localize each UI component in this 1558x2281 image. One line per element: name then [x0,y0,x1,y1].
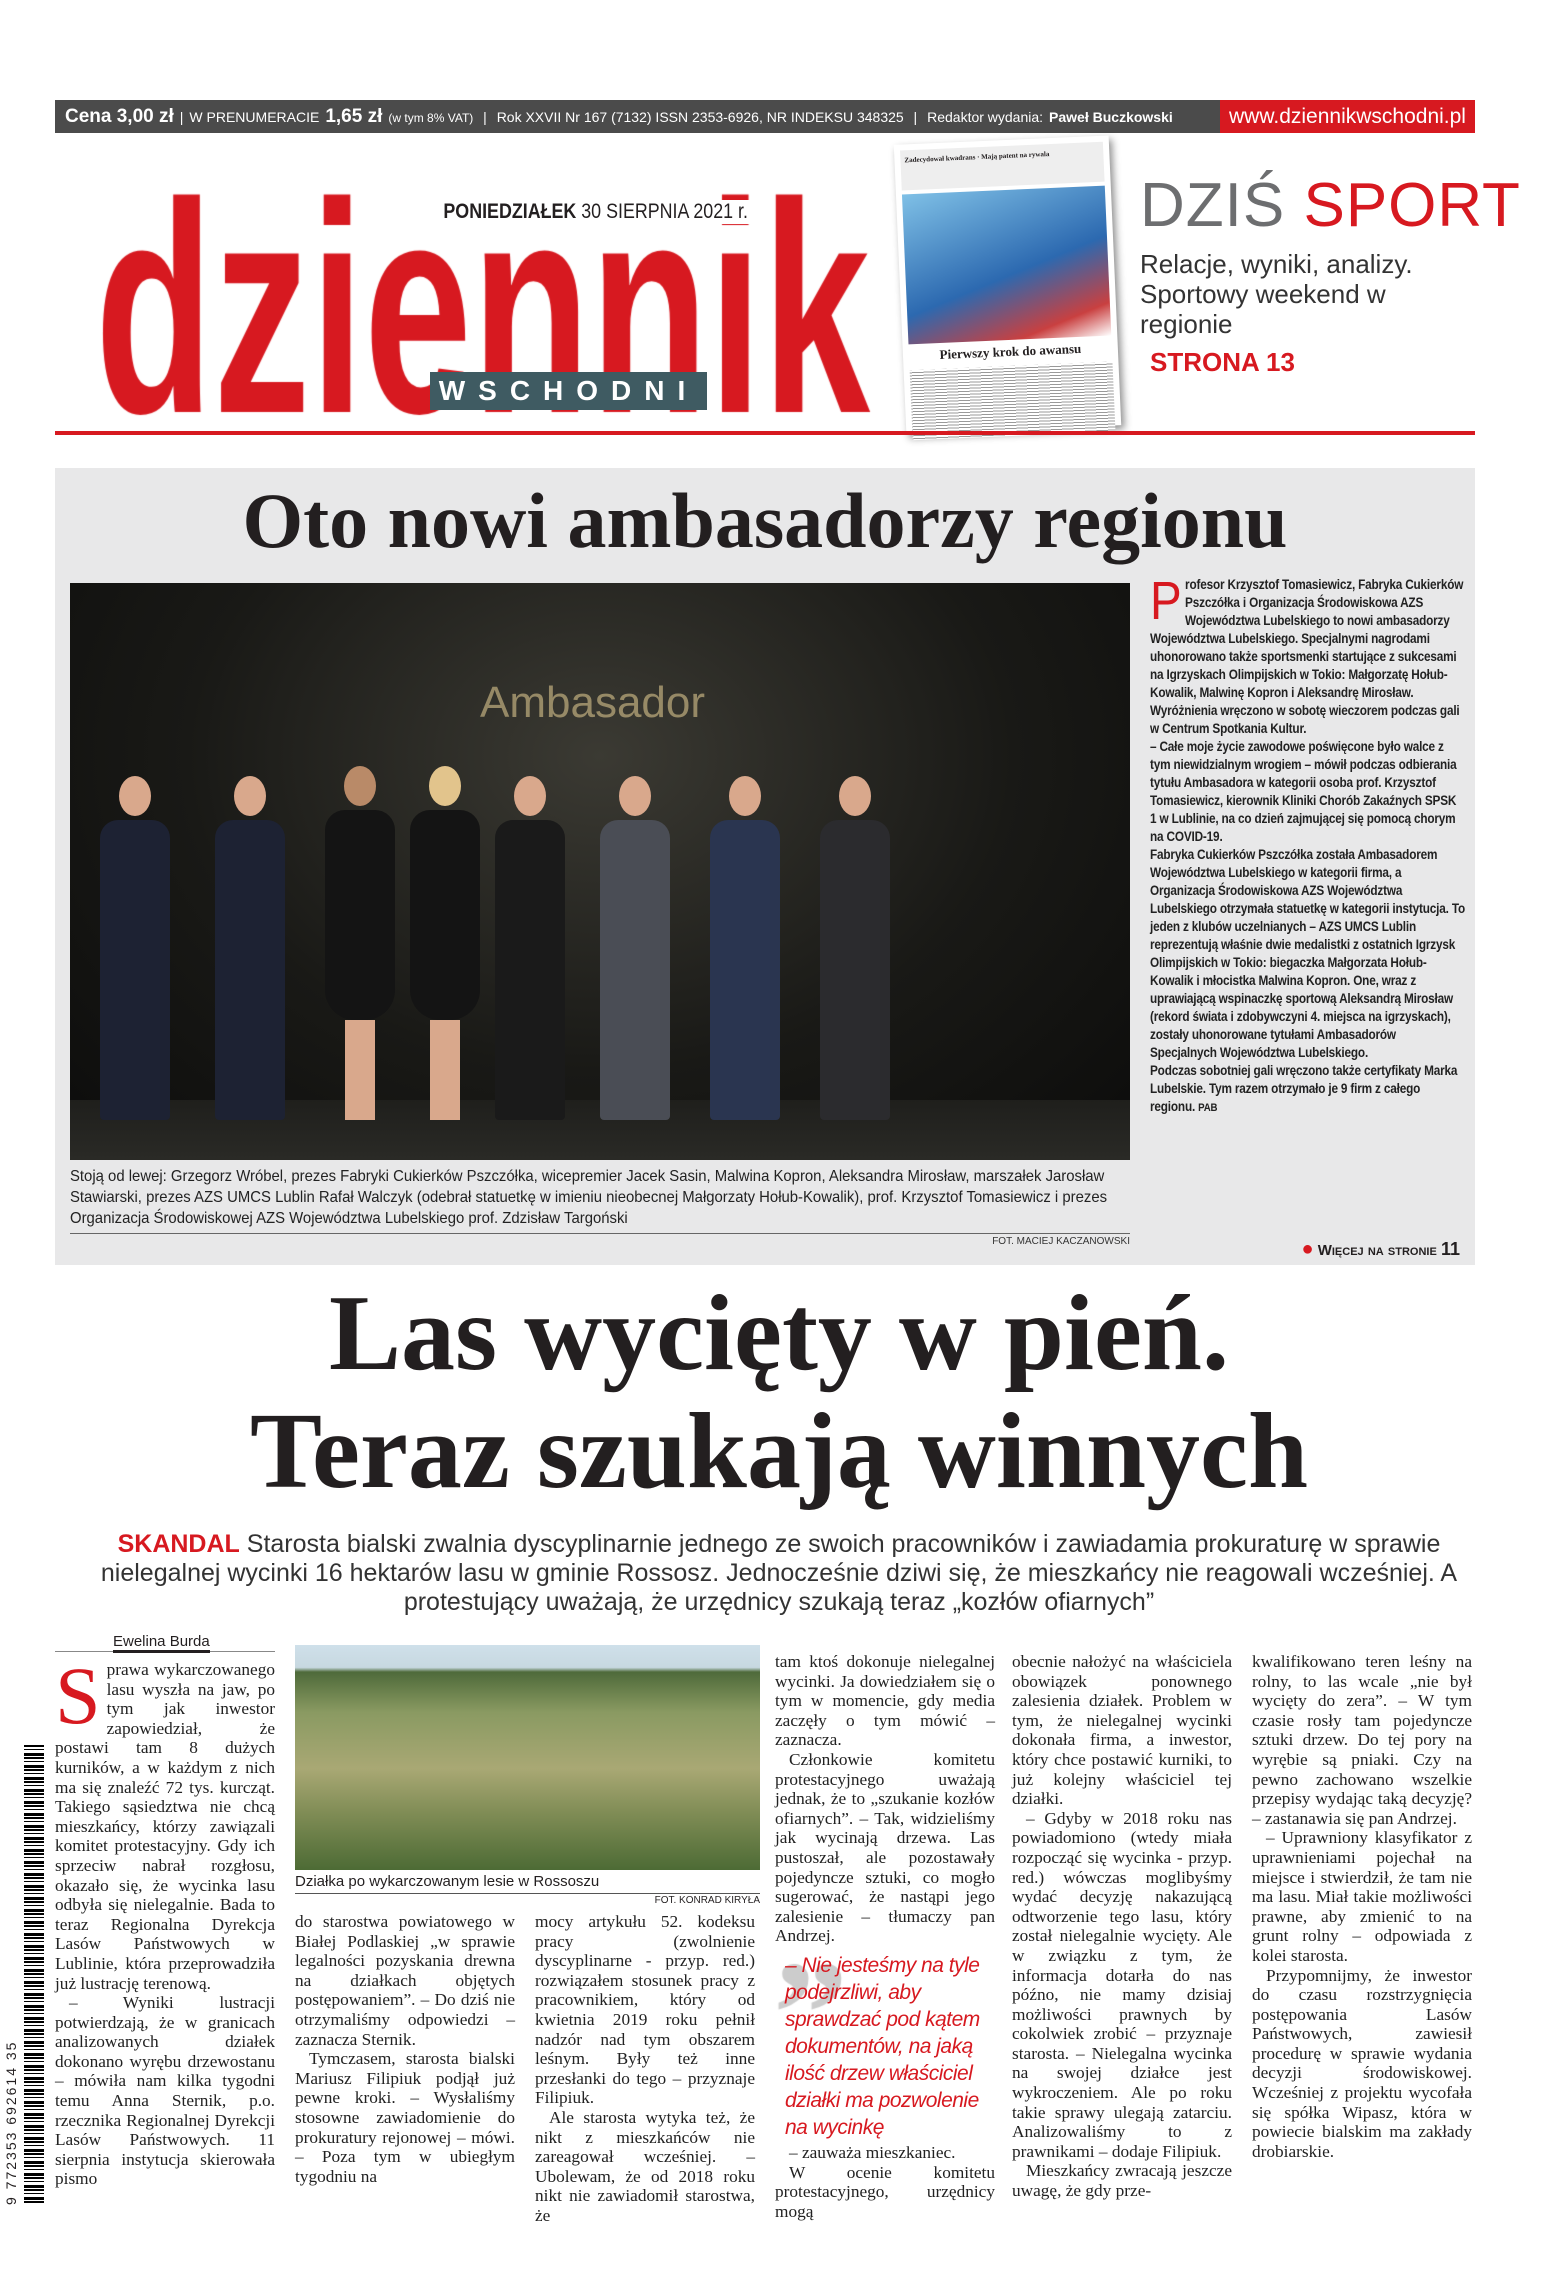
author-signature: PAB [1198,1102,1218,1114]
article-column-1 [55,1650,275,2189]
byline [55,1632,275,1652]
top-info-bar: Cena 3,00 zł | W PRENUMERACIE 1,65 zł (w tym 8% VAT) | Rok XXVII Nr 167 (7132) ISSN 2353-6926, NR INDEKSU 348325 | Redaktor wydania: Paweł Buczkowski www.dziennikwschodni.pl [55,100,1475,133]
headline-line-1: Las wycięty w pień. [329,1274,1229,1393]
article-paragraph: prawa wykarczowanego lasu wyszła na jaw, po tym jak inwestor zapowiedział, że postawi tam 8 dużych kurników, a w każdym z nich ma się znaleźć 72 tys. kurcząt. Takiego sąsiedztwa nie chcą mieszkańcy, którzy zawiązali komitet protestacyjny. Gdy ich sprzeciw nabrał rozgłosu, okazało się, że wycinka lasu odbyła się nielegalnie. Bada to teraz Regionalna Dyrekcja Lasów Państwowych w Lublinie, która przeprowadziła już lustrację terenową. [55,1660,275,1993]
article-column-5 [1012,1652,1232,2201]
forest-photo-credit: FOT. KONRAD KIRYŁA [654,1895,760,1906]
article-paragraph: – Wyniki lustracji potwierdzają, że w granicach analizowanych działek dokonano wyrębu drzewostanu – mówiła nam kilka tygodni temu Anna Sternik, p.o. rzecznika Regionalnej Dyrekcji Lasów Państwowych. 11 sierpnia instytucja skierowała pismo [55,1993,275,2189]
more-page: 11 [1440,1239,1460,1259]
article-paragraph: obecnie nałożyć na właściciela obowiązek ponownego zalesienia działek. Problem w tym, że nielegalnej wycinki dokonała firma, a inwestor, który chce postawić kurniki, to już kolejny właściciel tej działki. [1012,1652,1232,1809]
thumb-story-2: Mają patent na rywala [981,150,1050,162]
barcode [24,1745,44,2205]
body-paragraph: Fabryka Cukierków Pszczółka została Ambasadorem Województwa Lubelskiego w kategorii firma, a Organizacja Środowiskowa AZS Województwa Lubelskiego otrzymała statuetkę w kategorii instytucja. To jeden z klubów uczelnianych – AZS UMCS Lublin reprezentują właśnie dwie medalistki z ostatnich Igrzysk Olimpijskich w Tokio: biegaczka Małgorzata Hołub-Kowalik i młocistka Malwina Kopron. One, wraz z uprawiającą wspinaczkę sportową Aleksandrą Mirosław (rekord świata i zdobywczyni 4. miejsca na igrzyskach), zostały uhonorowane tytułami Ambasadorów Specjalnych Województwa Lubelskiego. [1150,847,1466,1060]
ambassadors-headline: Oto nowi ambasadorzy regionu [242,477,1288,564]
thumb-story-1: Zadecydował kwadrans [904,153,976,165]
title-today: DZIŚ [1140,171,1286,240]
drop-cap: S [55,1650,101,1741]
article-paragraph: Ale starosta wytyka też, że nikt z mieszkańców nie zareagował wcześniej. – Ubolewam, że od 2018 roku nikt nie zawiadomił starostwa, że [535,2107,755,2225]
ambassadors-body [1150,571,1466,1117]
thumb-photo [902,186,1111,345]
continued-link[interactable] [1301,1238,1460,1261]
body-paragraph [1150,1062,1465,1117]
body-paragraph: – Całe moje życie zawodowe poświęcone było walce z tym niewidzialnym wrogiem – mówił podczas odbierania tytułu Ambasadora w kategorii osoba prof. Krzysztof Tomasiewicz, kierownik Kliniki Chorób Zakaźnych SPSK 1 w Lublinie, na co dzień zajmującej się pomocą chorym na COVID-19. [1150,739,1457,844]
drop-cap: P [1150,571,1182,631]
person-figure [325,766,395,1120]
issue-date [440,200,751,224]
sport-promo[interactable] [1140,171,1521,378]
quote-attribution: – zauważa mieszkaniec. [789,2142,956,2162]
editor-name: Paweł Buczkowski [1049,108,1173,125]
lead-paragraph [60,1530,1498,1617]
lead-text: Starosta bialski zwalnia dyscyplinarnie jednego ze swoich pracowników i zawiadamia prokuraturę w sprawie nielegalnej wycinki 16 hektarów lasu w gminie Rossosz. Jednocześnie dziwi się, że mieszkańcy nie reagowali wcześniej. A protestujący uważają, że urzędnicy szukają teraz „kozłów ofiarnych” [100,1530,1458,1616]
bullet-icon: ● [1301,1238,1314,1260]
subscription-price: 1,65 zł [325,105,383,127]
photo-caption: Stoją od lewej: Grzegorz Wróbel, prezes Fabryki Cukierków Pszczółka, wicepremier Jacek Sasin, Malwina Kopron, Aleksandra Mirosław, marszałek Jarosław Stawiarski, prezes AZS UMCS Lublin Rafał Walczyk (odebrał statuetkę w imieniu nieobecnej Małgorzaty Hołub-Kowalik), prof. Krzysztof Tomasiewicz i prezes Organizacja Środowiskowej AZS Województwa Lubelskiego prof. Zdzisław Targoński [70,1168,1108,1227]
article-column-4 [775,1652,995,2221]
subscription-label: W PRENUMERACIE [189,108,320,125]
more-label: Więcej na stronie [1317,1242,1437,1259]
gala-photo [70,583,1130,1160]
title-sport: SPORT [1303,171,1521,240]
main-headline [0,1275,1558,1511]
quote-text: – Nie jesteśmy na tyle podejrzliwi, aby sprawdzać pod kątem dokumentów, na jaką ilość drzew właściciel działki ma pozwolenie na wycinkę [785,1953,980,2139]
headline-line-2: Teraz szukają winnych [249,1392,1309,1511]
article-paragraph: Przypomnijmy, że inwestor do czasu rozstrzygnięcia postępowania Lasów Państwowych, zawiesił procedurę w sprawie wydania decyzji środowiskowej. Wcześniej z projektu wycofała się spółka Wipasz, która w powiecie bialskim ma zakłady drobiarskie. [1252,1965,1472,2161]
masthead-subtitle: WSCHODNI [430,372,707,410]
issue-date-text: 30 SIERPNIA 2021 r. [581,200,748,223]
article-paragraph: Członkowie komitetu protestacyjnego uważają jednak, że to „szukanie kozłów ofiarnych”. – Tak, widzieliśmy jak wycinają drzewa. Las pustoszał, ale pozostawały pojedyncze sztuki, co mogło sugerować, że nastąpi jego zalesienie – tłumaczy pan Andrzej. [775,1749,995,1946]
person-figure [215,776,285,1120]
editor-label: Redaktor wydania: [927,108,1044,125]
issue-day: PONIEDZIAŁEK [443,200,577,223]
thumb-headline: Pierwszy krok do awansu [939,340,1082,363]
article-column-2 [295,1912,515,2186]
forest-photo-caption: Działka po wykarczowanym lesie w Rossoszu [295,1873,760,1894]
barcode-number [2,2041,20,2205]
article-paragraph: kwalifikowano teren leśny na rolny, to las wcale „nie był wycięty do zera”. – W tym czasie rosły tam pojedyncze sztuki drzew. Do tej pory na wyrębie są pniaki. Czy na pewno zachowano wszelkie przepisy wydając taką decyzję? – zastanawia się pan Andrzej. [1252,1652,1472,1828]
sport-promo-description: Relacje, wyniki, analizy. Sportowy weekend w regionie [1140,249,1413,339]
article-column-6 [1252,1652,1472,2161]
person-figure [100,776,170,1120]
author-name: Ewelina Burda [113,1633,210,1653]
person-figure [600,776,670,1120]
issue-info: Rok XXVII Nr 167 (7132) ISSN 2353-6926, NR INDEKSU 348325 [496,108,904,125]
thumb-top-stories: Zadecydował kwadrans · Mają patent na rywala [900,142,1105,191]
article-paragraph: do starostwa powiatowego w Białej Podlaskiej „w sprawie legalności pozyskania drewna na działkach objętych postępowaniem”. – Do dziś nie otrzymaliśmy odpowiedzi – zaznacza Sternik. [295,1912,515,2049]
price: Cena 3,00 zł [65,105,174,127]
sport-section-thumbnail[interactable] [894,135,1121,434]
person-figure [410,766,480,1120]
body-paragraph: Wyróżnienia wręczono w sobotę wieczorem podczas gali w Centrum Spotkania Kultur. [1150,703,1460,736]
masthead-divider [55,431,1475,435]
caption-divider [70,1233,1130,1234]
website-link[interactable]: www.dziennikwschodni.pl [1220,100,1475,133]
ambassadors-story [55,468,1475,1265]
article-paragraph: mocy artykułu 52. kodeksu pracy (zwolnienie dyscyplinarne - przyp. red.) rozwiązałem stosunek pracy z pracownikiem, który od kwietnia 2019 roku pełnił nadzór nad tym obszarem leśnym. Były też inne przesłanki do tego – przyznaje Filipiuk. [535,1912,755,2108]
sport-promo-page: STRONA 13 [1150,347,1295,377]
vat-note: (w tym 8% VAT) [388,110,474,125]
article-paragraph: W ocenie komitetu protestacyjnego, urzędnicy mogą [775,2162,995,2221]
person-figure [495,776,565,1120]
article-paragraph: – Gdyby w 2018 roku nas powiadomiono (wtedy miała rozpocząć się wycinka - przyp. red.) wówczas moglibyśmy wydać decyzję nakazującą odtworzenie tego lasu, który został nielegalnie wycięty. Ale w związku z tym, że informacja dotarła do nas późno, nie mamy dzisiaj możliwości prawnych by cokolwiek zrobić – przyznaje starosta. – Nielegalna wycinka na swojej działce jest wykroczeniem. Ale po roku takie sprawy ulegają zatarciu. Analizowaliśmy to z prawnikami – dodaje Filipiuk. [1012,1808,1232,2161]
pull-quote [785,1952,995,2141]
article-paragraph: tam ktoś dokonuje nielegalnej wycinki. Ja dowiedziałem się o tym w momencie, gdy media zaczęły o tym mówić – zaznacza. [775,1652,995,1750]
stage-sign: Ambasador [480,678,706,727]
sport-promo-title [1140,171,1521,240]
article-paragraph: Tymczasem, starosta bialski Mariusz Filipiuk podjął już pewne kroki. – Wysłaliśmy stosowne zawiadomienie do prokuratury rejonowej – mówi. – Poza tym w ubiegłym tygodniu na [295,2049,515,2186]
article-paragraph: – Uprawniony klasyfikator z uprawnieniami pojechał na miejsce i stwierdził, że tam nie ma lasu. Miał takie możliwości prawne, aby zmienić to na grunt rolny – odpowiada z kolei starosta. [1252,1828,1472,1965]
body-paragraph: rofesor Krzysztof Tomasiewicz, Fabryka Cukierków Pszczółka i Organizacja Środowiskowa AZS Województwa Lubelskiego to nowi ambasadorzy Województwa Lubelskiego. Specjalnymi nagrodami uhonorowano także sportsmenki startujące z sukcesami na Igrzyskach Olimpijskich w Tokio: Małgorzatę Hołub-Kowalik, Malwinę Kopron i Aleksandrę Mirosław. [1150,577,1464,700]
article-paragraph: Mieszkańcy zwracają jeszcze uwagę, że gdy prze- [1012,2161,1232,2201]
kicker: SKANDAL [117,1530,240,1558]
article-column-3 [535,1912,755,2226]
person-figure [710,776,780,1120]
barcode-issue-code: 35 [3,2040,19,2061]
person-figure [820,776,890,1120]
photo-credit: FOT. MACIEJ KACZANOWSKI [992,1236,1130,1247]
paragraph-text: Podczas sobotniej gali wręczono także certyfikaty Marka Lubelskie. Tym razem otrzymało je 9 firm z całego regionu. [1150,1063,1458,1114]
barcode-digits: 9 772353 692614 [3,2066,19,2205]
deforested-plot-photo [295,1645,760,1870]
thumb-text-columns [910,361,1116,440]
